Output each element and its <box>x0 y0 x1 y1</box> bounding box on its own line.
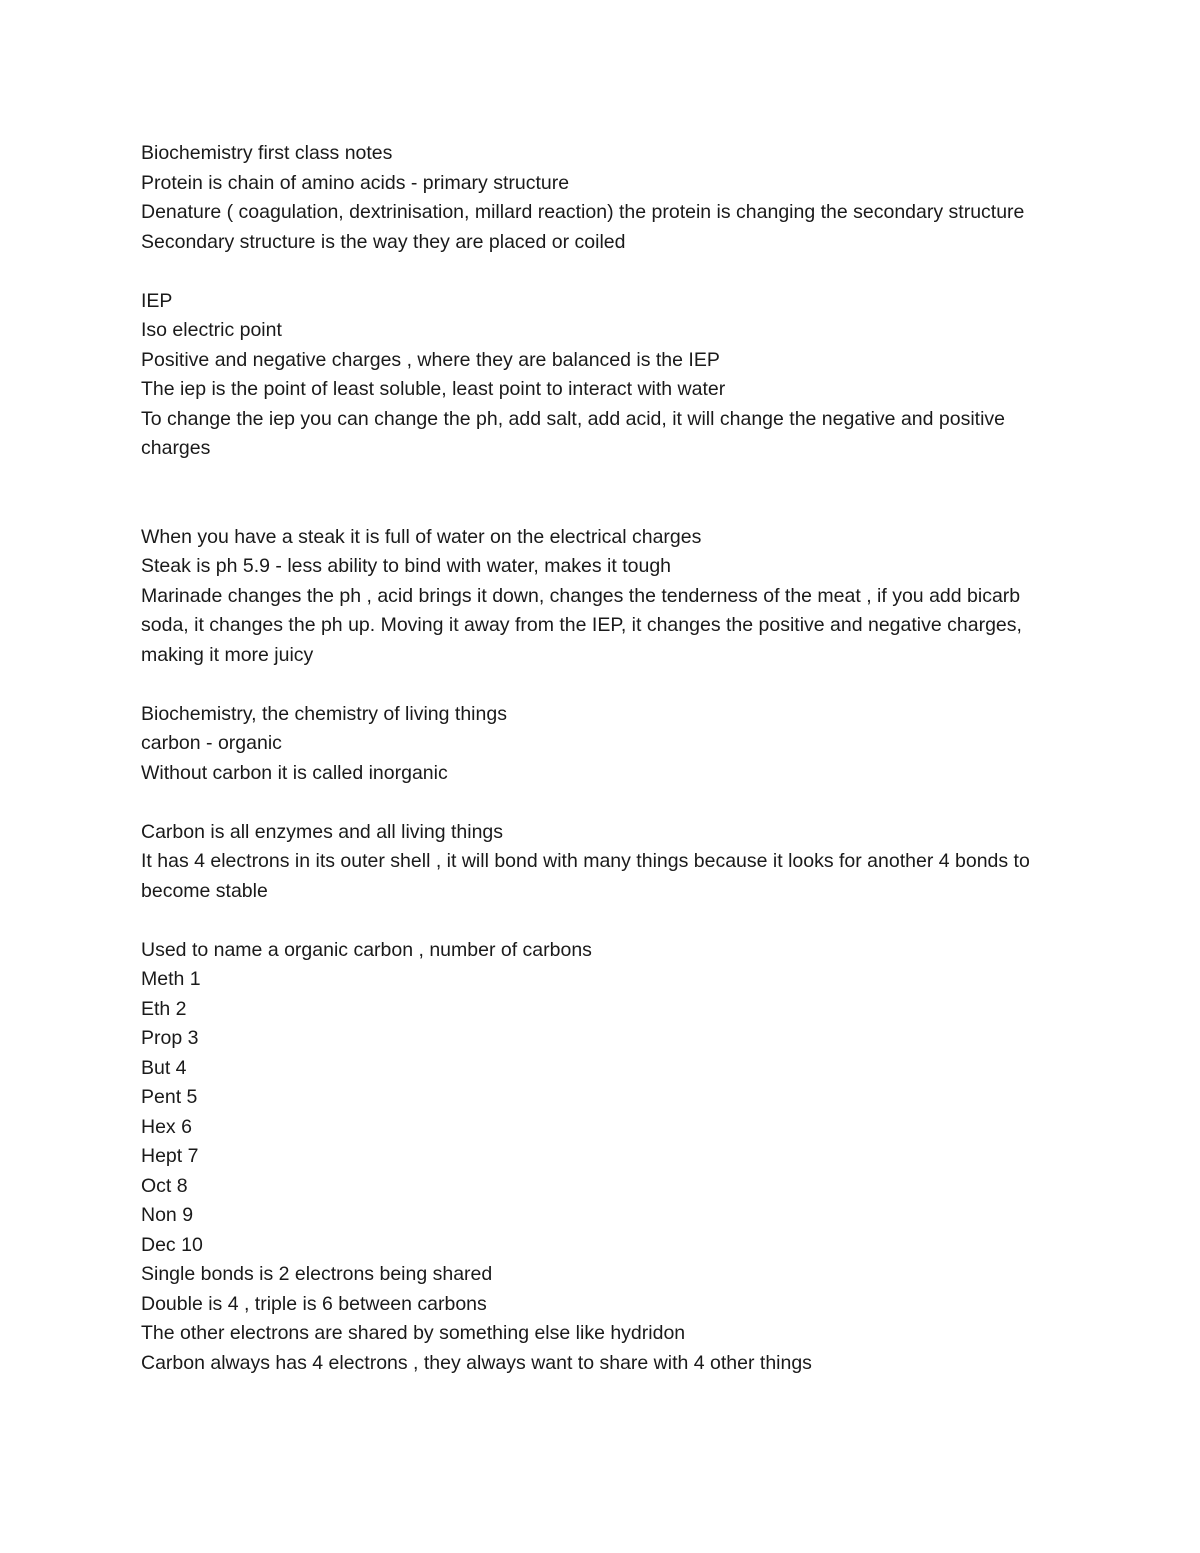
blank-line <box>141 493 1061 523</box>
blank-line <box>141 670 1061 700</box>
blank-line <box>141 464 1061 494</box>
list-item: Hept 7 <box>141 1145 199 1167</box>
text-line: Double is 4 , triple is 6 between carbons <box>141 1292 487 1315</box>
text-line: Secondary structure is the way they are placed or coiled <box>141 230 626 253</box>
blank-line <box>141 788 1061 818</box>
list-item: Eth 2 <box>141 997 187 1020</box>
text-line: When you have a steak it is full of water on the electrical charges <box>141 525 702 548</box>
document-title: Biochemistry first class notes <box>141 142 393 164</box>
list-item: Meth 1 <box>141 968 201 990</box>
list-item: Oct 8 <box>141 1174 188 1197</box>
text-line: Without carbon it is called inorganic <box>141 761 448 784</box>
list-item: Dec 10 <box>141 1233 203 1256</box>
text-line: Marinade changes the ph , acid brings it down, changes the tenderness of the meat , if you add bicarb soda, it changes the ph up. Moving it away from the IEP, it changes the positive and negative charges, making it more juicy <box>141 584 1022 666</box>
text-line: To change the iep you can change the ph, add salt, add acid, it will change the negative and positive charges <box>141 407 1006 459</box>
list-item: Pent 5 <box>141 1086 198 1108</box>
list-item: Hex 6 <box>141 1115 192 1138</box>
text-line: Carbon always has 4 electrons , they always want to share with 4 other things <box>141 1351 812 1374</box>
blank-line <box>141 257 1061 287</box>
section-heading: IEP <box>141 289 173 312</box>
blank-line <box>141 906 1061 936</box>
text-line: Carbon is all enzymes and all living things <box>141 820 504 843</box>
text-line: Denature ( coagulation, dextrinisation, millard reaction) the protein is changing the secondary structure <box>141 201 1025 223</box>
text-line: Positive and negative charges , where they are balanced is the IEP <box>141 348 720 371</box>
text-line: The iep is the point of least soluble, least point to interact with water <box>141 378 726 400</box>
text-line: Biochemistry, the chemistry of living things <box>141 702 507 725</box>
text-line: carbon - organic <box>141 732 282 754</box>
list-item: Non 9 <box>141 1204 194 1226</box>
text-line: Single bonds is 2 electrons being shared <box>141 1263 493 1285</box>
text-line: Steak is ph 5.9 - less ability to bind with water, makes it tough <box>141 555 672 577</box>
list-item: Prop 3 <box>141 1027 199 1049</box>
text-line: It has 4 electrons in its outer shell , it will bond with many things because it looks for another 4 bonds to become stable <box>141 850 1030 902</box>
text-line: Protein is chain of amino acids - primary structure <box>141 171 570 194</box>
text-line: Used to name a organic carbon , number of carbons <box>141 938 592 961</box>
list-item: But 4 <box>141 1056 187 1079</box>
text-line: Iso electric point <box>141 319 282 341</box>
notes-body <box>141 139 1061 1378</box>
text-line: The other electrons are shared by something else like hydridon <box>141 1322 686 1344</box>
